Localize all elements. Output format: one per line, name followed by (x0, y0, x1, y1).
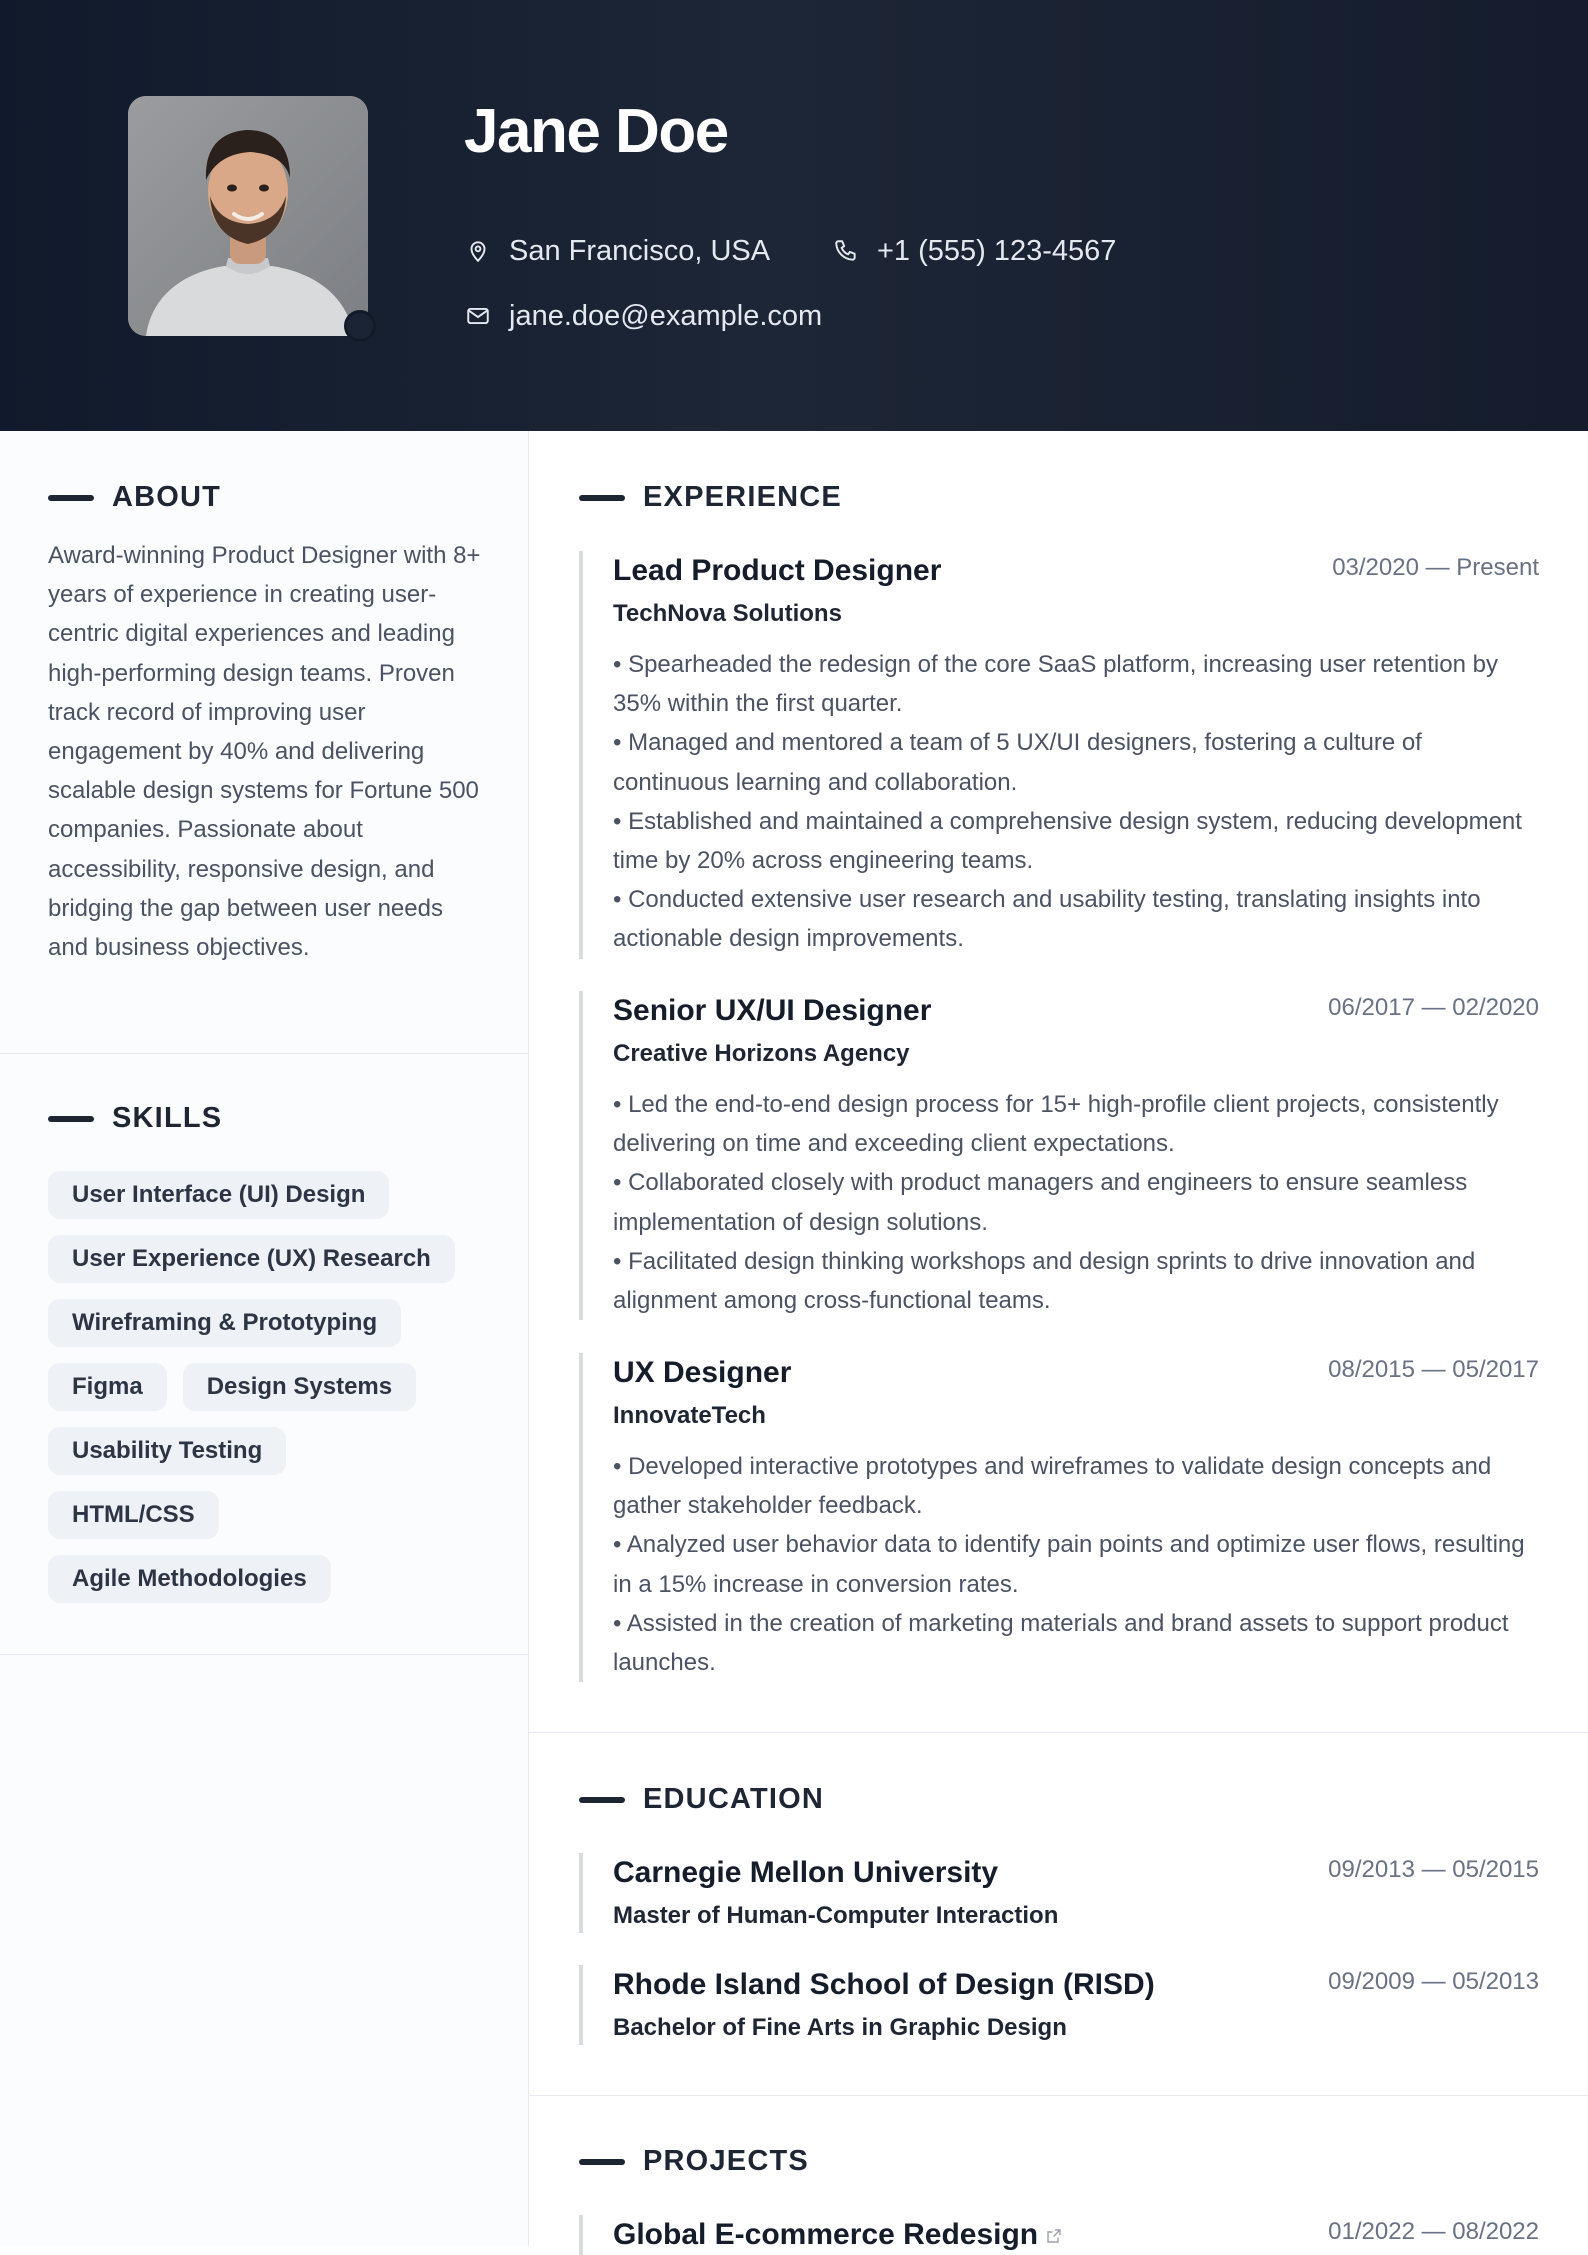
skill-chip: Usability Testing (48, 1427, 286, 1475)
skill-chip: HTML/CSS (48, 1491, 219, 1539)
experience-entry (579, 991, 1539, 1320)
about-text: Award-winning Product Designer with 8+ years of experience in creating user-centric digital experiences and leading high-performing design teams. Proven track record of improving user engagement by 40% and delivering scalable design systems for Fortune 500 companies. Passionate about accessibility, responsive design, and bridging the gap between user needs and business objectives. (48, 542, 481, 962)
project-date: 01/2022 — 08/2022 (1328, 2218, 1539, 2245)
job-title: UX Designer (613, 1356, 792, 1389)
skills-list (48, 1171, 498, 1619)
profile-photo-image (128, 96, 368, 336)
contact-email[interactable] (465, 298, 822, 334)
status-dot (344, 310, 376, 342)
job-company: InnovateTech (613, 1402, 766, 1429)
project-name-text[interactable]: Global E-commerce Redesign (613, 2218, 1039, 2251)
experience-entry (579, 1353, 1539, 1682)
school-degree: Master of Human-Computer Interaction (613, 1902, 1059, 1929)
skills-heading (48, 1102, 222, 1135)
heading-bar (579, 1797, 625, 1803)
experience-heading (579, 481, 842, 514)
section-divider (529, 1732, 1588, 1733)
sidebar (0, 431, 529, 2246)
job-bullet: • Analyzed user behavior data to identify pain points and optimize user flows, resulting in a 15% increase in conversion rates. (613, 1531, 1525, 1598)
experience-title: EXPERIENCE (643, 481, 842, 513)
job-date: 08/2015 — 05/2017 (1328, 1356, 1539, 1383)
job-title: Lead Product Designer (613, 554, 942, 587)
main-content (529, 431, 1588, 2251)
job-date: 06/2017 — 02/2020 (1328, 994, 1539, 1021)
sidebar-divider (0, 1053, 529, 1054)
candidate-name: Jane Doe (464, 97, 728, 166)
job-bullet: • Facilitated design thinking workshops and design sprints to drive innovation and alignment among cross-functional teams. (613, 1247, 1476, 1315)
heading-bar (579, 495, 625, 501)
about-title: ABOUT (112, 481, 222, 513)
education-entry (579, 1965, 1539, 2045)
phone-text[interactable]: +1 (555) 123-4567 (877, 235, 1117, 267)
heading-bar (579, 2159, 625, 2165)
experience-entry (579, 551, 1539, 959)
job-bullet: • Collaborated closely with product managers and engineers to ensure seamless implementation of design solutions. (613, 1169, 1468, 1236)
job-company: TechNova Solutions (613, 600, 842, 627)
projects-title: PROJECTS (643, 2145, 809, 2177)
skill-chip: Agile Methodologies (48, 1555, 331, 1603)
sidebar-divider (0, 1654, 529, 1655)
job-bullet: • Spearheaded the redesign of the core SaaS platform, increasing user retention by 35% within the first quarter. (613, 651, 1498, 718)
about-heading (48, 481, 221, 514)
phone-icon (833, 238, 859, 264)
resume-header (0, 0, 1588, 431)
school-name: Carnegie Mellon University (613, 1856, 999, 1889)
skill-chip: Wireframing & Prototyping (48, 1299, 401, 1347)
skill-chip: Design Systems (183, 1363, 416, 1411)
job-bullet: • Assisted in the creation of marketing materials and brand assets to support product launches. (613, 1609, 1509, 1677)
location-text: San Francisco, USA (509, 235, 771, 267)
school-degree: Bachelor of Fine Arts in Graphic Design (613, 2014, 1067, 2041)
school-date: 09/2013 — 05/2015 (1328, 1856, 1539, 1883)
school-date: 09/2009 — 05/2013 (1328, 1968, 1539, 1995)
job-bullet: • Developed interactive prototypes and wireframes to validate design concepts and gather stakeholder feedback. (613, 1453, 1492, 1520)
education-title: EDUCATION (643, 1783, 825, 1815)
job-bullet: • Conducted extensive user research and usability testing, translating insights into actionable design improvements. (613, 886, 1481, 953)
education-entry (579, 1853, 1539, 1933)
school-name: Rhode Island School of Design (RISD) (613, 1968, 1155, 2001)
job-date: 03/2020 — Present (1332, 554, 1539, 581)
profile-photo (128, 96, 368, 336)
job-title: Senior UX/UI Designer (613, 994, 932, 1027)
contact-location (465, 233, 770, 269)
job-bullet: • Managed and mentored a team of 5 UX/UI designers, fostering a culture of continuous learning and collaboration. (613, 729, 1422, 796)
email-text[interactable]: jane.doe@example.com (509, 300, 823, 332)
skill-chip: Figma (48, 1363, 167, 1411)
skill-chip: User Experience (UX) Research (48, 1235, 455, 1283)
skills-title: SKILLS (112, 1102, 223, 1134)
heading-bar (48, 1116, 94, 1122)
heading-bar (48, 495, 94, 501)
skill-chip: User Interface (UI) Design (48, 1171, 389, 1219)
section-divider (529, 2095, 1588, 2096)
external-link-icon[interactable] (1046, 2228, 1062, 2244)
job-company: Creative Horizons Agency (613, 1040, 910, 1067)
job-bullet: • Led the end-to-end design process for 15+ high-profile client projects, consistently delivering on time and exceeding client expectations. (613, 1091, 1499, 1158)
project-entry (579, 2215, 1539, 2255)
education-heading (579, 1783, 824, 1816)
map-pin-icon (465, 238, 491, 264)
mail-icon (465, 303, 491, 329)
job-bullet: • Established and maintained a comprehensive design system, reducing development time by 20% across engineering teams. (613, 807, 1522, 875)
projects-heading (579, 2145, 809, 2178)
contact-phone[interactable] (833, 233, 1116, 269)
